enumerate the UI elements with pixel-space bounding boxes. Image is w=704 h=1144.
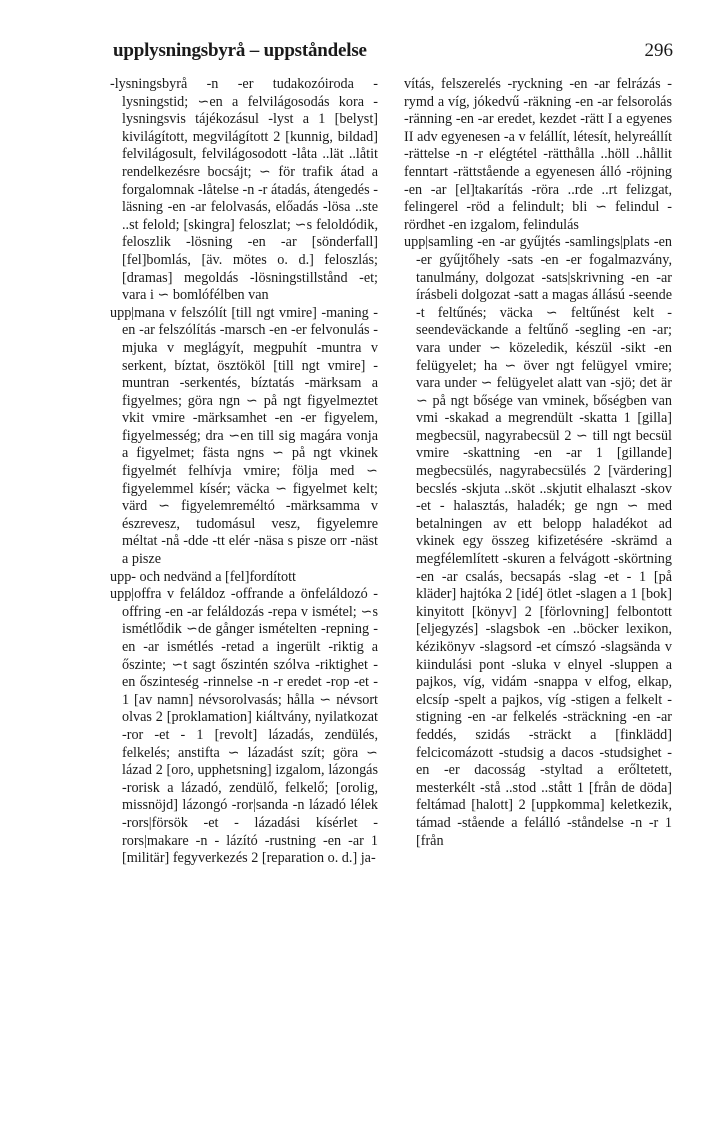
entry-paragraph: upp|mana v felszólít [till ngt vmire] -maning -en -ar felszólítás -marsch -en -er felvonulás -mjuka v meglágyít, megpuhít -muntra v serkent, bíztat, ösztököl [till ngt vmire] -muntran -serkentés, bíztatás -märksam a figyelmes; göra ngn ∽ på ngt figyelmeztet vkit vmire -märksamhet -en -er figyelem, figyelmesség; dra ∽en till sig magára vonja a figyelmet; fästa ngns ∽ på ngt vkinek figyelmét felhívja vmire; följa med ∽ figyelemmel kísér; väcka ∽ figyelmet kelt; värd ∽ figyelemreméltó -märksamma v észrevesz, tudomásul vesz, figyelemre méltat -nå -dde -tt elér -näsa s pisze orr -näst a pisze [110,304,378,568]
right-column [404,76,672,850]
entry-paragraph: -lysningsbyrå -n -er tudakozóiroda -lysningstid; ∽en a felvilágosodás kora -lysningsvis tájékozásul -lyst a 1 [belyst] kivilágított, megvilágított 2 [kunnig, bildad] felvilágosult, felvilágosodott -låta ..lät ..låtit rendelkezésre bocsájt; ∽ för trafik átad a forgalomnak -låtelse -n -r átadás, átengedés -läsning -en -ar felolvasás, előadás -lösa ..ste ..st felold; [skingra] feloszlat; ∽s feloldódik, feloszlik -lösning -en -ar [sönderfall] [fel]bomlás, [äv. mötes o. d.] feloszlás; [dramas] megoldás -lösningstillstånd -et; vara i ∽ bomlófélben van [110,76,378,304]
entry-paragraph: vítás, felszerelés -ryckning -en -ar felrázás -rymd a víg, jókedvű -räkning -en -ar felsorolás -ränning -en -ar eredet, kezdet -rätt I a egyenes II adv egyenesen -a v felállít, létesít, helyreállít -rättelse -n -r elégtétel -rätthålla ..höll ..hållit fenntart -rättstående a egyenesen álló -röjning -en -ar [el]takarítás -röra ..rde ..rt felizgat, felingerel -röd a felindult; bli ∽ felindul -rördhet -en izgalom, felindulás [404,76,672,233]
page-header [113,40,673,70]
left-column [110,76,378,868]
entry-paragraph: upp|offra v feláldoz -offrande a önfeláldozó -offring -en -ar feláldozás -repa v ismétel; ∽s ismétlődik ∽de gånger ismételten -repning -en -ar ismétlés -retad a ingerült -riktig a őszinte; ∽t sagt őszintén szólva -riktighet -en őszinteség -rinnelse -n -r eredet -rop -et - 1 [av namn] névsorolvasás; hålla ∽ névsort olvas 2 [proklamation] kiáltvány, nyilatkozat -ror -et - 1 [revolt] lázadás, zendülés, felkelés; anstifta ∽ lázadást szít; göra ∽ lázad 2 [oro, upphetsning] izgalom, lázongás -rorisk a lázadó, zendülő, felkelő; [orolig, missnöjd] lázongó -ror|sanda -n lázadó lélek -rors|försök -et - lázadási kísérlet -rors|makare -n - lázító -rustning -en -ar 1 [militär] fegyverkezés 2 [reparation o. d.] ja- [110,586,378,867]
entry-paragraph: upp|samling -en -ar gyűjtés -samlings|plats -en -er gyűjtőhely -sats -en -er fogalmazvány, tanulmány, dolgozat -sats|skrivning -en -ar írásbeli dolgozat -satt a magas állású -seende -t feltűnés; väcka ∽ feltűnést kelt -seendeväckande a feltűnő -segling -en -ar; vara under ∽ közeledik, készül -sikt -en felügyelet; ha ∽ över ngt felügyel vmire; vara under ∽ felügyelet alatt van -sjö; det är ∽ på ngt bősége van vminek, bőségben van vmi -skakad a megrendült -skatta 1 [gilla] megbecsül, nagyrabecsül 2 ∽ till ngt becsül vmire -skattning -en -ar 1 [gillande] megbecsülés, nagyrabecsülés 2 [värdering] becslés -skjuta ..sköt ..skjutit elhalaszt -skov -et - halasztás, haladék; ge ngn ∽ med betalningen av ett belopp haladékot ad vkinek egy összeg kifizetésére -skrämd a megfélemlített -skuren a felvágott -skörtning -en -ar csalás, becsapás -slag -et - 1 [på kläder] hajtóka 2 [idé] ötlet -slagen a 1 [bok] kinyitott [könyv] 2 [förlovning] felbontott [eljegyzés] -slagsbok -en ..böcker lexikon, kézikönyv -slagsord -et címszó -slagsända v kiindulási pont -sluka v elnyel -sluppen a pajkos, víg, vidám -snappa v elfog, elkap, elcsíp -spelt a pajkos, víg -stigen a felkelt -stigning -en -ar felkelés -sträckning -en -ar feddés, szidás -sträckt a [finklädd] felcicomázott -studsig a dacos -studsighet -en -er dacosság -styltad a erőltetett, mesterkélt -stå ..stod ..stått 1 [från de döda] feltámad [halott] 2 [uppkomma] keletkezik, támad -stående a felálló -ståndelse -n -r 1 [från [404,234,672,849]
page-number: 296 [644,40,673,61]
running-head: upplysningsbyrå – uppståndelse [113,40,367,61]
entry-paragraph: upp- och nedvänd a [fel]fordított [110,568,296,585]
